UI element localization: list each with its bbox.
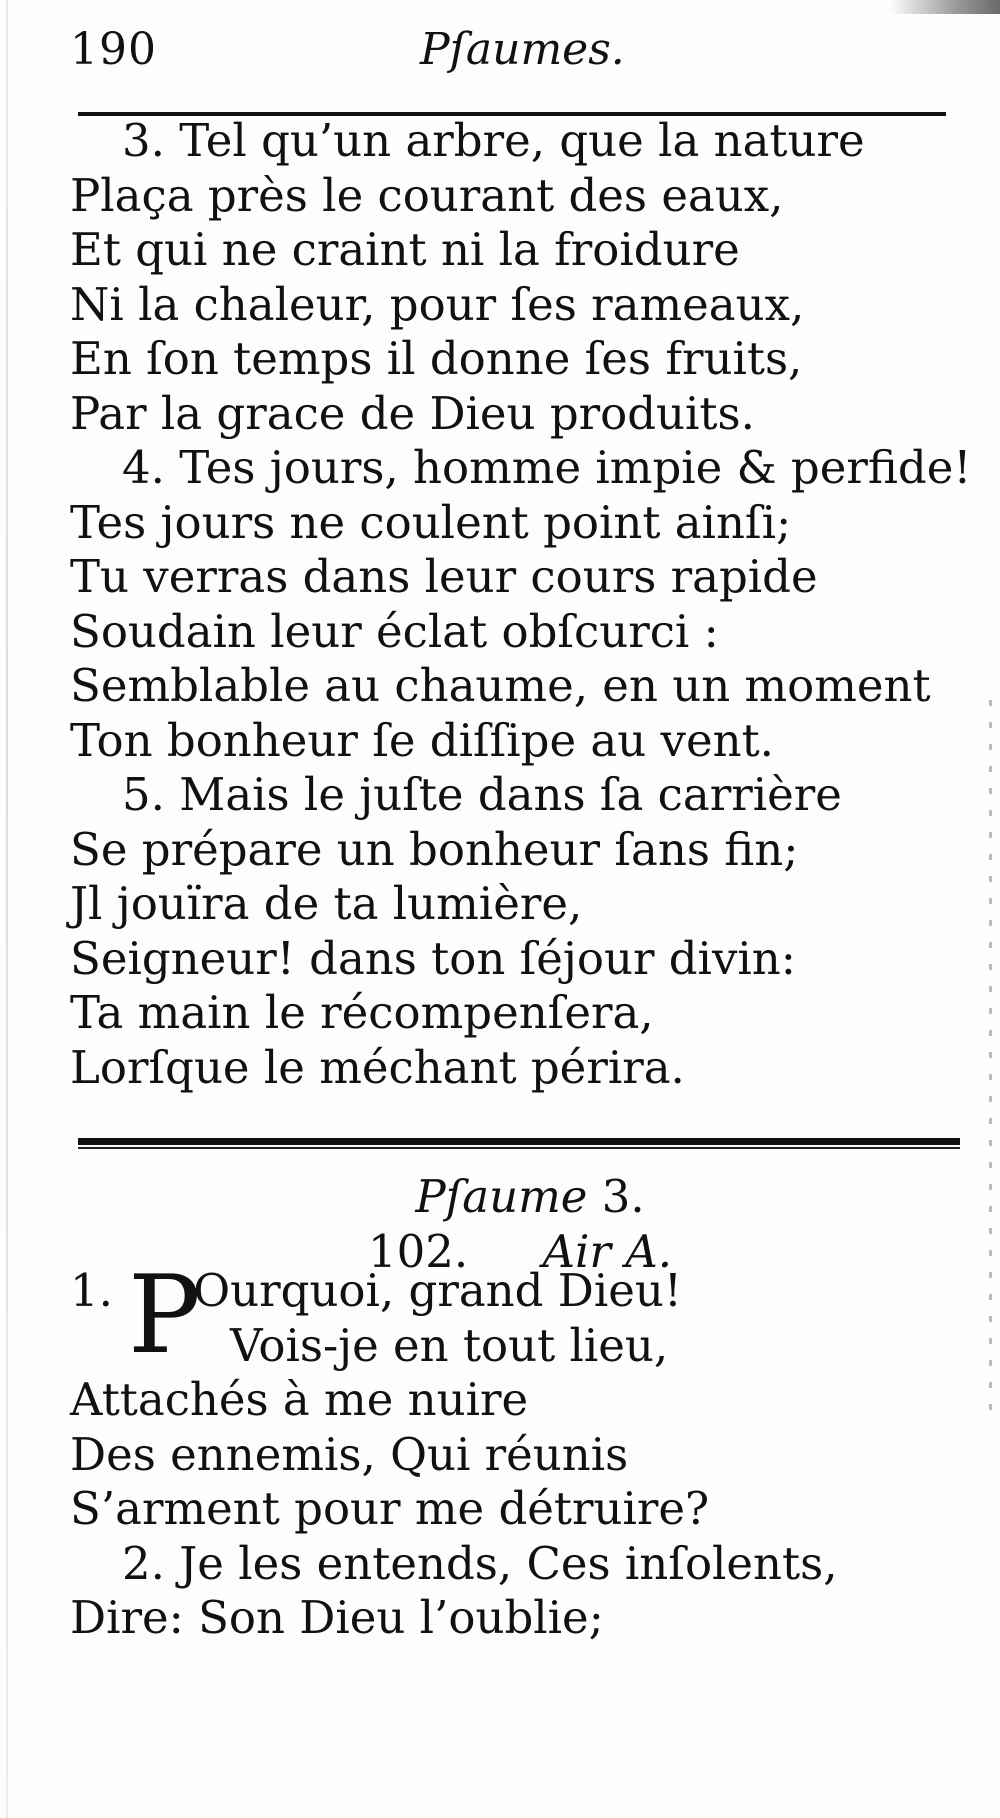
verse-line: Ourquoi, grand Dieu! xyxy=(193,1264,682,1317)
verse-line: S’arment pour me détruire? xyxy=(70,1482,710,1535)
verse-line: Et qui ne craint ni la froidure xyxy=(70,223,740,276)
verse-line: Ton bonheur ſe diſſipe au vent. xyxy=(70,713,774,767)
psalm-title-number: 3. xyxy=(601,1170,645,1223)
verse-line: 2. Je les entends, Ces inſolents, xyxy=(122,1536,838,1590)
psalm-title xyxy=(0,1170,1000,1223)
verse-line: En ſon temps il donne ſes fruits, xyxy=(70,332,803,385)
scan-edge-right xyxy=(989,700,992,1420)
verse-line: Attachés à me nuire xyxy=(70,1373,529,1426)
verse-line: Dire: Son Dieu l’oublie; xyxy=(70,1591,604,1644)
verse-line: 5. Mais le juſte dans ſa carrière xyxy=(122,768,842,821)
section-rule xyxy=(78,1138,960,1145)
tune-label: Air A. xyxy=(542,1225,673,1278)
scan-edge-left xyxy=(6,0,8,1818)
verse-block-psalm-3 xyxy=(70,1253,970,1646)
verse-line: 3. Tel qu’un arbre, que la nature xyxy=(122,114,865,167)
verse-line: Se prépare un bonheur ſans fin; xyxy=(70,822,799,876)
verse-line: Par la grace de Dieu produits. xyxy=(70,386,755,440)
verse-line: Jl jouïra de ta lumière, xyxy=(70,877,583,930)
running-title: Pſaumes. xyxy=(420,24,625,75)
psalm-title-word: Pſaume xyxy=(415,1170,588,1223)
scan-smudge xyxy=(890,0,1000,14)
verse-line: Des ennemis, Qui réunis xyxy=(70,1427,629,1481)
verse-line: Ta main le récompenſera, xyxy=(70,986,654,1039)
verse-line: Soudain leur éclat obſcurci : xyxy=(70,604,719,658)
verse-line: Vois-je en tout lieu, xyxy=(230,1318,669,1372)
verse-number: 1. xyxy=(70,1264,113,1317)
verse-line: Lorſque le méchant périra. xyxy=(70,1040,685,1094)
verse-block-psalm-2 xyxy=(70,114,970,1095)
drop-cap: P xyxy=(128,1253,201,1378)
verse-line: 4. Tes jours, homme impie & perfide! xyxy=(122,441,972,494)
tune-number: 102. xyxy=(367,1225,469,1278)
verse-line: Seigneur! dans ton ſéjour divin: xyxy=(70,931,796,985)
verse-line: Semblable au chaume, en un moment xyxy=(70,659,931,712)
verse-line: Tes jours ne coulent point ainſi; xyxy=(70,495,792,549)
verse-line: Plaça près le courant des eaux, xyxy=(70,168,784,222)
verse-line: Tu verras dans leur cours rapide xyxy=(70,550,818,603)
page-number: 190 xyxy=(70,24,157,75)
verse-line: Ni la chaleur, pour ſes rameaux, xyxy=(70,277,805,331)
running-head xyxy=(70,24,970,84)
